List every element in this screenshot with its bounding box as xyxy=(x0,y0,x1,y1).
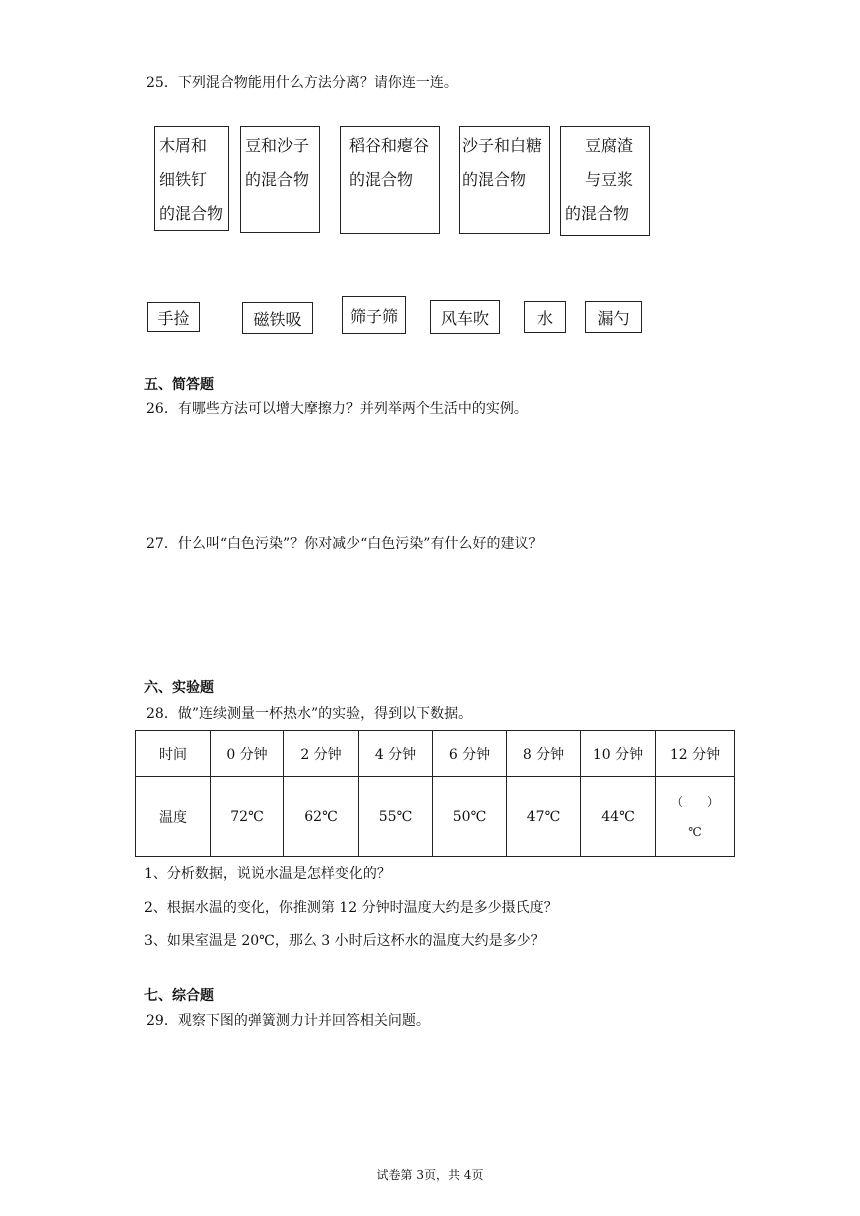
mixture-text: 的混合物 xyxy=(462,170,527,189)
mixture-box-4[interactable] xyxy=(459,126,550,234)
table-header-cell: 0 分钟 xyxy=(211,731,284,777)
answer-blank-paren: （ ） xyxy=(670,794,719,809)
mixture-text: 的混合物 xyxy=(245,170,310,189)
table-header-cell: 12 分钟 xyxy=(656,731,735,777)
mixture-text: 的混合物 xyxy=(349,170,414,189)
q25-prompt: 25．下列混合物能用什么方法分离？请你连一连。 xyxy=(146,75,458,91)
table-cell: 温度 xyxy=(136,777,211,857)
page-footer: 试卷第 3页，共 4页 xyxy=(376,1168,484,1182)
sub-question-2: 2、根据水温的变化，你推测第 12 分钟时温度大约是多少摄氏度？ xyxy=(144,900,558,916)
table-row xyxy=(136,731,735,777)
table-cell: 62℃ xyxy=(284,777,359,857)
mixture-text: 的混合物 xyxy=(565,204,630,223)
mixture-text: 稻谷和瘪谷 xyxy=(349,136,430,155)
mixture-box-5[interactable] xyxy=(560,126,650,236)
method-box-magnet[interactable]: 磁铁吸 xyxy=(242,302,313,334)
section-title: 五、简答题 xyxy=(144,377,214,393)
mixture-box-3[interactable] xyxy=(340,126,440,234)
temperature-table xyxy=(135,730,735,857)
mixture-box-2[interactable] xyxy=(240,126,320,233)
table-header-cell: 2 分钟 xyxy=(284,731,359,777)
table-cell: 50℃ xyxy=(433,777,507,857)
table-header-cell: 6 分钟 xyxy=(433,731,507,777)
method-box-hand-pick[interactable]: 手捡 xyxy=(147,302,200,332)
section-title: 七、综合题 xyxy=(144,988,214,1004)
sub-question-1: 1、分析数据，说说水温是怎样变化的？ xyxy=(144,866,391,882)
q26-prompt: 26．有哪些方法可以增大摩擦力？并列举两个生活中的实例。 xyxy=(146,401,528,417)
q29-prompt: 29．观察下图的弹簧测力计并回答相关问题。 xyxy=(146,1013,430,1029)
table-cell: 47℃ xyxy=(507,777,581,857)
mixture-box-1[interactable] xyxy=(154,126,229,231)
table-header-cell: 8 分钟 xyxy=(507,731,581,777)
method-box-sieve[interactable]: 筛子筛 xyxy=(342,296,406,334)
method-box-water[interactable]: 水 xyxy=(524,301,566,333)
mixture-text: 与豆浆 xyxy=(585,170,634,189)
sub-question-3: 3、如果室温是 20℃，那么 3 小时后这杯水的温度大约是多少？ xyxy=(144,933,545,949)
mixture-text: 豆和沙子 xyxy=(245,136,310,155)
section-title: 六、实验题 xyxy=(144,680,214,696)
table-header-cell: 10 分钟 xyxy=(581,731,656,777)
mixture-text: 豆腐渣 xyxy=(585,136,634,155)
table-cell: 55℃ xyxy=(359,777,433,857)
q28-prompt: 28．做”连续测量一杯热水”的实验，得到以下数据。 xyxy=(146,706,473,722)
mixture-text: 的混合物 xyxy=(159,204,224,223)
q27-prompt: 27．什么叫“白色污染”？你对减少“白色污染”有什么好的建议？ xyxy=(146,536,543,552)
mixture-text: 沙子和白糖 xyxy=(462,136,543,155)
mixture-text: 木屑和 xyxy=(159,136,208,155)
table-header-cell: 4 分钟 xyxy=(359,731,433,777)
answer-blank-cell[interactable] xyxy=(656,777,735,857)
table-row xyxy=(136,777,735,857)
table-cell: 44℃ xyxy=(581,777,656,857)
table-cell: 72℃ xyxy=(211,777,284,857)
mixture-text: 细铁钉 xyxy=(159,170,208,189)
answer-blank-unit: ℃ xyxy=(688,824,702,839)
method-box-skimmer[interactable]: 漏勺 xyxy=(585,301,642,333)
table-header-cell: 时间 xyxy=(136,731,211,777)
method-box-winnower[interactable]: 风车吹 xyxy=(430,300,500,334)
